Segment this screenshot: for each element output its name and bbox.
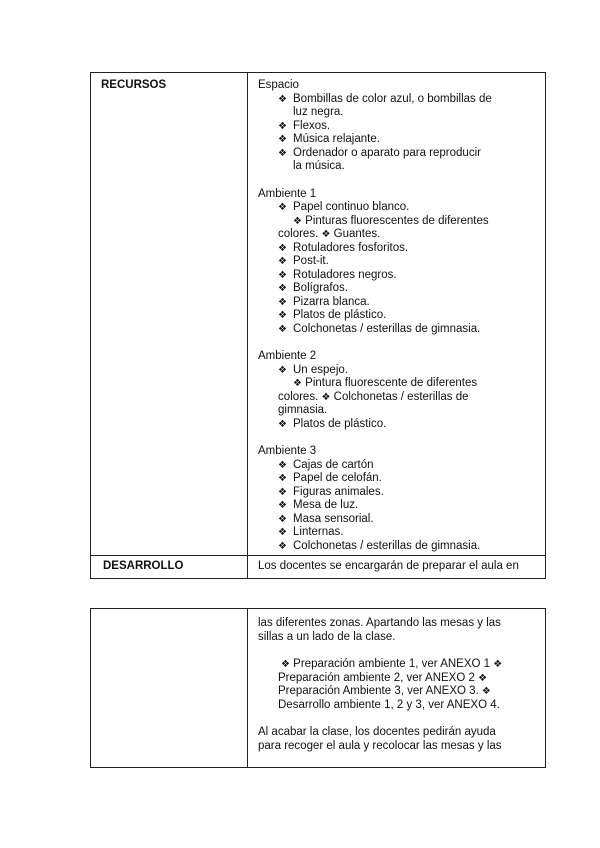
recursos-label-cell — [91, 73, 248, 556]
list-item: ❖ Bolígrafos. — [278, 282, 348, 294]
bullet-icon: ❖ — [478, 672, 488, 684]
list-item: ❖ Colchonetas / esterillas de gimnasia. — [278, 322, 481, 335]
bullet-icon: ❖ — [278, 296, 287, 308]
resources-table — [90, 72, 546, 579]
list-item: ❖ Platos de plástico. — [278, 417, 387, 430]
ambiente1-list — [258, 201, 540, 215]
continuation-content-cell — [248, 609, 546, 768]
list-item: ❖ Cajas de cartón — [278, 458, 374, 471]
desarrollo-label: DESARROLLO — [103, 560, 184, 572]
bullet-icon: ❖ — [293, 215, 302, 227]
anexo-item: Preparación Ambiente 3, ver ANEXO 3. — [278, 685, 479, 697]
list-item: ❖ Linternas. — [278, 526, 344, 538]
espacio-title: Espacio — [258, 79, 299, 91]
espacio-list — [258, 93, 540, 174]
bullet-icon: ❖ — [278, 540, 287, 552]
bullet-icon: ❖ — [278, 473, 287, 484]
continuation-table — [90, 608, 546, 768]
ambiente2-list-b — [258, 418, 540, 432]
list-item: ❖ Flexos. — [278, 119, 331, 132]
list-item: ❖ Rotuladores negros. — [278, 268, 397, 281]
bullet-icon: ❖ — [278, 242, 287, 254]
ambiente1-title: Ambiente 1 — [258, 187, 317, 200]
closing-paragraph: Al acabar la clase, los docentes pedirán ayuda para recoger el aula y recolocar las mesas y las — [258, 726, 502, 752]
list-item: ❖ Figuras animales. — [278, 485, 384, 498]
bullet-icon: ❖ — [278, 147, 287, 159]
list-item: ❖ Rotuladores fosforitos. — [278, 241, 409, 254]
bullet-icon: ❖ — [293, 378, 302, 389]
anexo-list — [258, 658, 520, 712]
bullet-icon: ❖ — [321, 391, 331, 403]
bullet-icon: ❖ — [278, 500, 287, 511]
list-item: ❖ Bombillas de color azul, o bombillas de luz negra. — [278, 92, 492, 118]
continuation-label-cell — [91, 609, 248, 768]
list-item: ❖ Mesa de luz. — [278, 499, 359, 511]
bullet-icon: ❖ — [278, 486, 287, 498]
list-item: ❖ Ordenador o aparato para reproducir la música. — [278, 146, 481, 172]
list-item: ❖ Música relajante. — [278, 133, 380, 145]
list-item: ❖ Masa sensorial. — [278, 512, 374, 525]
bullet-icon: ❖ — [278, 323, 287, 335]
espacio-section — [258, 79, 540, 174]
bullet-icon: ❖ — [278, 364, 287, 376]
bullet-icon: ❖ — [278, 513, 287, 525]
ambiente3-title: Ambiente 3 — [258, 445, 317, 457]
anexo-item: Desarrollo ambiente 1, 2 y 3, ver ANEXO 4. — [278, 698, 500, 711]
anexo-item: Preparación ambiente 1, ver ANEXO 1 — [293, 658, 491, 670]
ambiente3-list — [258, 459, 540, 554]
desarrollo-row — [91, 556, 546, 579]
list-item: ❖ Pizarra blanca. — [278, 295, 370, 308]
bullet-icon: ❖ — [278, 256, 287, 267]
bullet-icon: ❖ — [278, 527, 287, 538]
intro-paragraph: las diferentes zonas. Apartando las mesas y las sillas a un lado de la clase. — [258, 617, 501, 643]
ambiente2-section — [258, 350, 540, 431]
ambiente2-wrap-item: ❖ Pintura fluorescente de diferentes colores. ❖ Colchonetas / esterillas de gimnasia. — [278, 377, 478, 416]
ambiente1-section — [258, 188, 540, 337]
bullet-icon: ❖ — [278, 202, 287, 213]
list-item: ❖ Papel de celofán. — [278, 472, 382, 484]
bullet-icon: ❖ — [278, 120, 287, 132]
ambiente2-list — [258, 364, 540, 378]
bullet-icon: ❖ — [321, 229, 331, 240]
bullet-icon: ❖ — [278, 134, 287, 145]
continuation-row — [91, 609, 546, 768]
bullet-icon: ❖ — [493, 659, 503, 670]
list-item: ❖ Un espejo. — [278, 363, 348, 376]
bullet-icon: ❖ — [278, 418, 287, 430]
bullet-icon: ❖ — [278, 459, 287, 471]
desarrollo-label-cell — [91, 556, 248, 579]
ambiente2-title: Ambiente 2 — [258, 350, 317, 362]
bullet-icon: ❖ — [278, 283, 287, 294]
bullet-icon: ❖ — [281, 659, 290, 670]
recursos-row — [91, 73, 546, 556]
recursos-content-cell — [248, 73, 546, 556]
list-item: ❖ Post-it. — [278, 255, 329, 267]
bullet-icon: ❖ — [278, 269, 287, 281]
bullet-icon: ❖ — [278, 310, 287, 321]
bullet-icon: ❖ — [278, 93, 287, 105]
bullet-icon: ❖ — [481, 686, 491, 697]
ambiente1-list-b — [258, 242, 540, 337]
ambiente1-wrap-item: ❖ Pinturas fluorescentes de diferentes colores. ❖ Guantes. — [278, 214, 489, 240]
list-item: ❖ Papel continuo blanco. — [278, 201, 410, 213]
recursos-label: RECURSOS — [101, 79, 167, 91]
desarrollo-content-cell — [248, 556, 546, 579]
list-item: ❖ Platos de plástico. — [278, 309, 387, 321]
ambiente3-section — [258, 445, 540, 553]
anexo-item: Preparación ambiente 2, ver ANEXO 2 — [278, 671, 475, 684]
desarrollo-text: Los docentes se encargarán de preparar el aula en — [258, 560, 519, 572]
list-item: ❖ Colchonetas / esterillas de gimnasia. — [278, 539, 481, 552]
